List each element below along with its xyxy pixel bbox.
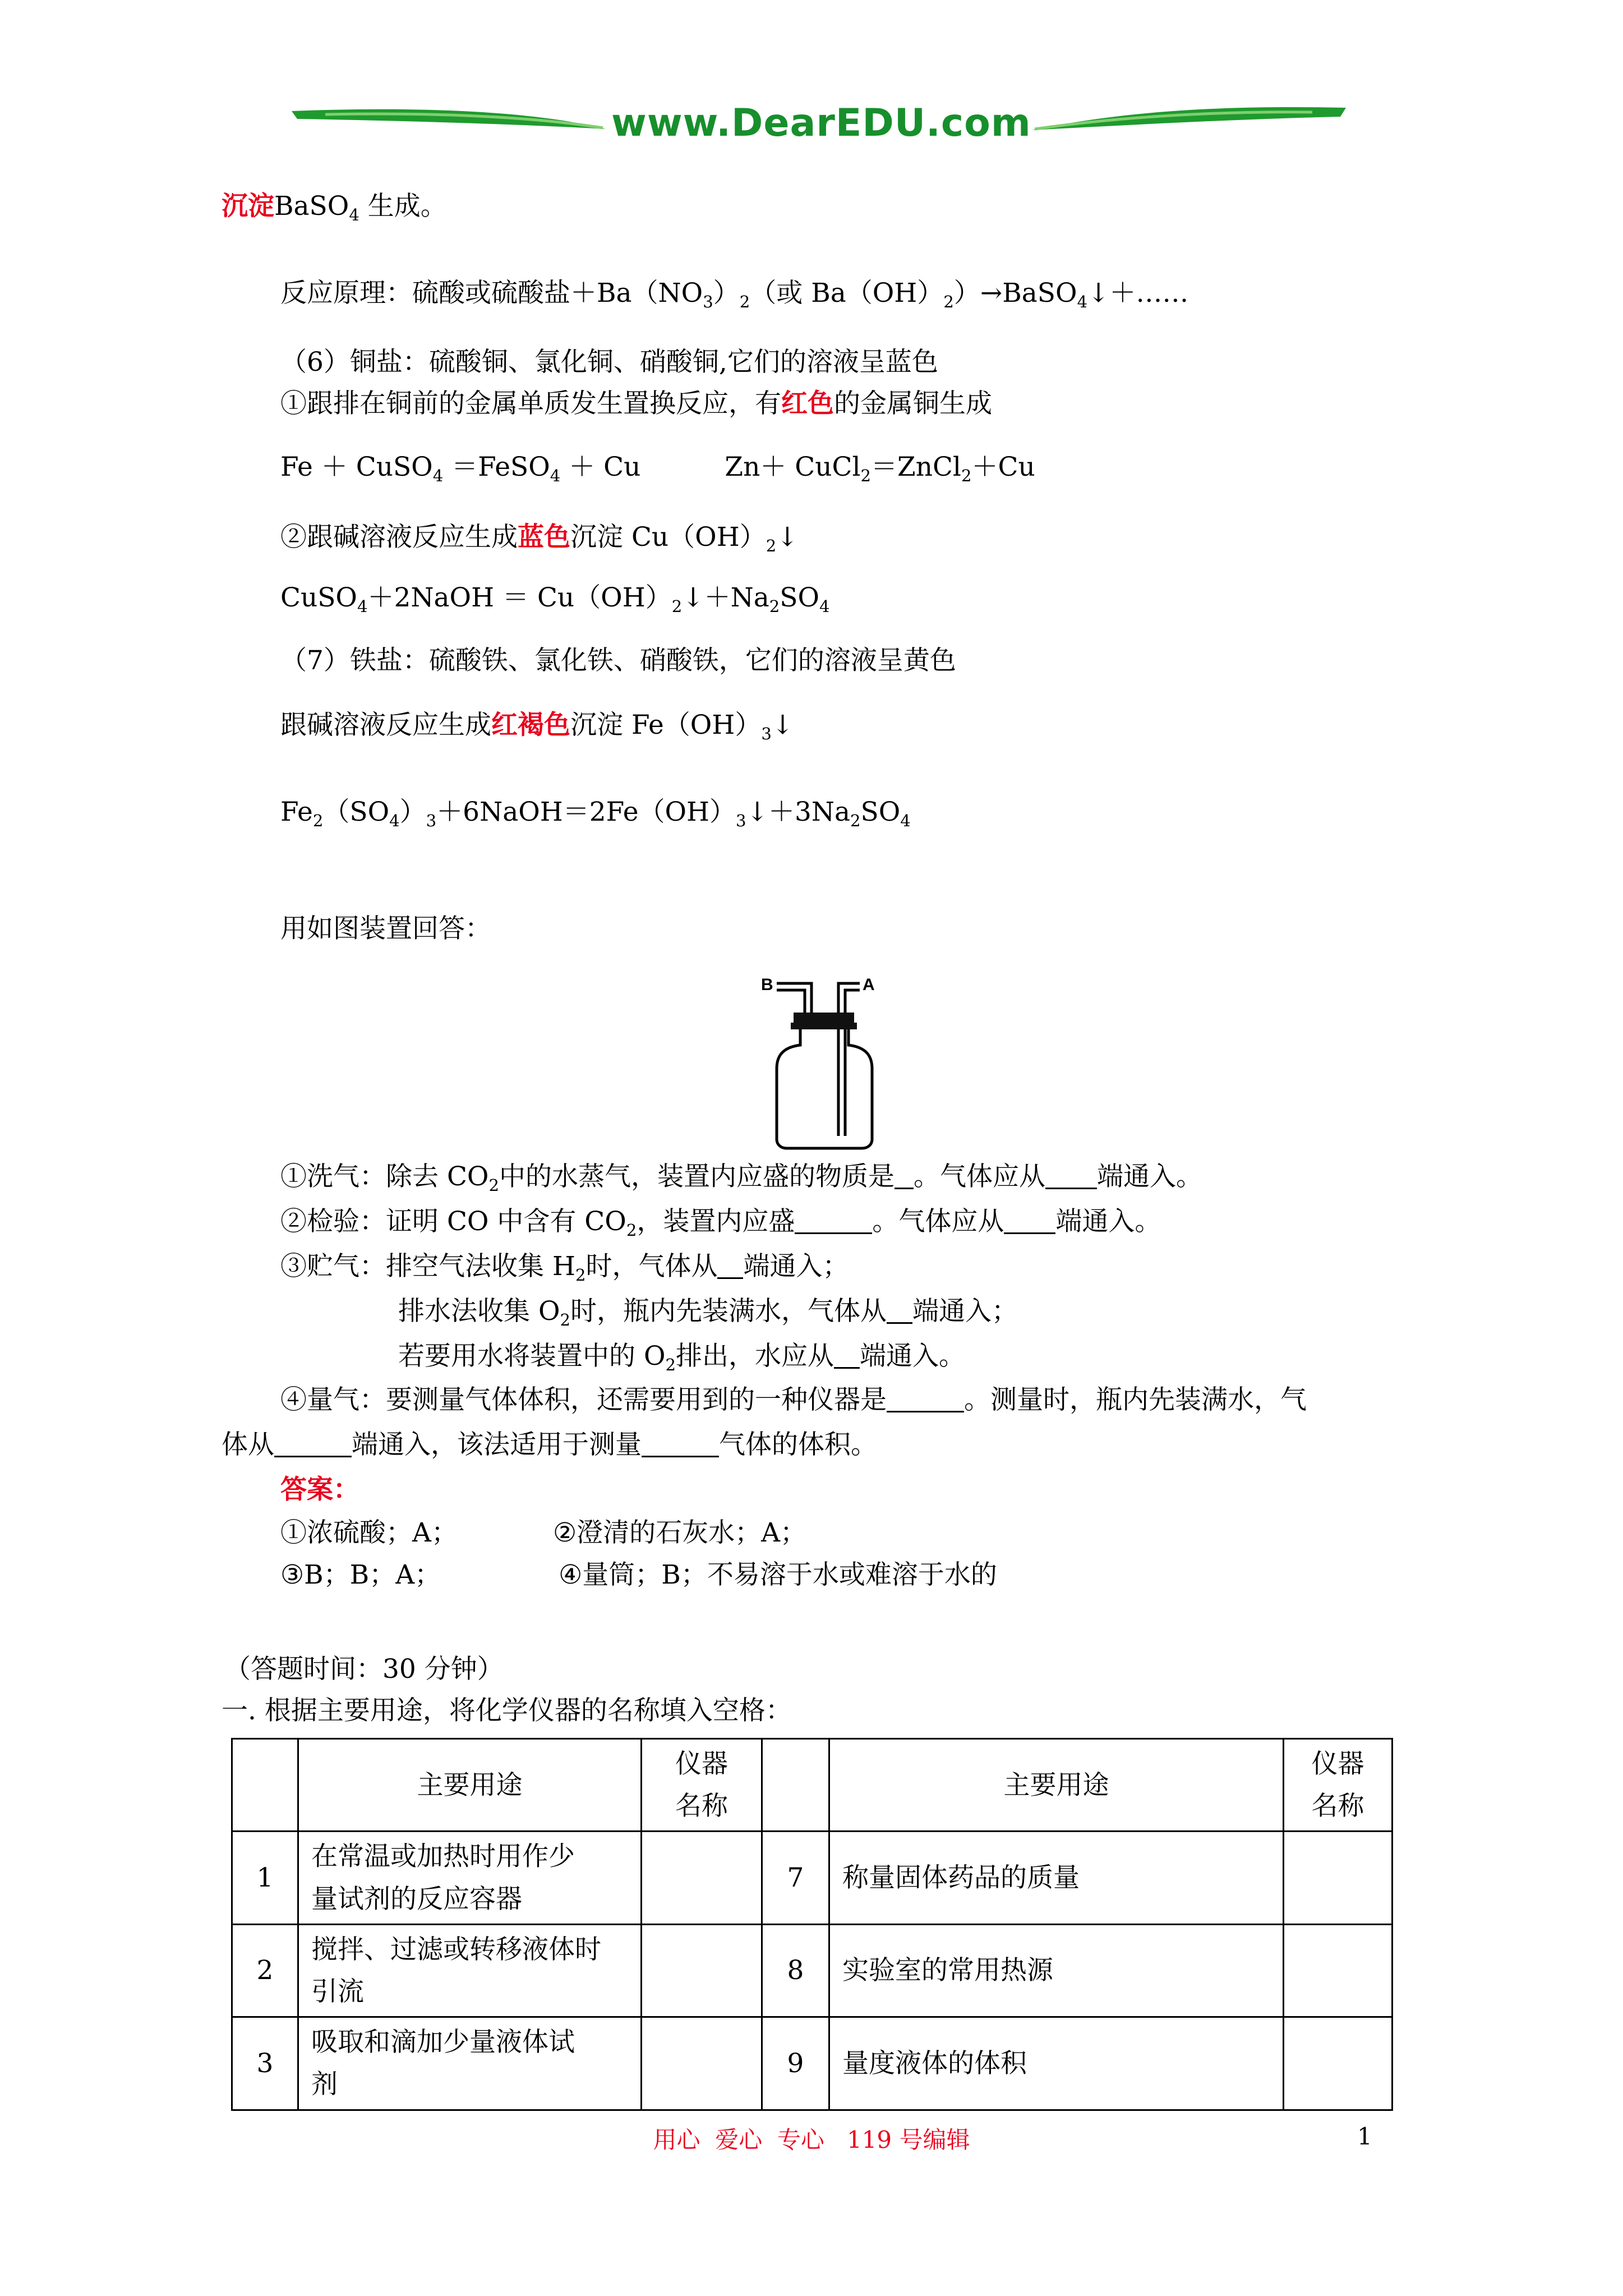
question-line: 体从 端通入，该法适用于测量 气体的体积。 <box>222 1429 877 1460</box>
table-row <box>232 1832 1393 1924</box>
usage-cell: 在常温或加热时用作少 量试剂的反应容器 <box>298 1832 642 1924</box>
row-number: 3 <box>232 2017 298 2110</box>
usage-cell: 搅拌、过滤或转移液体时 引流 <box>298 1924 642 2017</box>
column-header-name: 仪器 名称 <box>642 1739 762 1832</box>
usage-cell: 称量固体药品的质量 <box>829 1832 1284 1924</box>
usage-cell: 量度液体的体积 <box>829 2017 1284 2110</box>
table-header-row <box>232 1739 1393 1832</box>
equation-line: CuSO$_4$＋2NaOH ＝ $Cu(OH)_2↓+Na_2SO_4$ <box>280 582 830 616</box>
answer-line: ③B；B；A； ④量筒；B；不易溶于水或难溶于水的 <box>280 1559 997 1590</box>
time-note: （答题时间：30 分钟） <box>224 1654 504 1685</box>
row-number: 2 <box>232 1924 298 2017</box>
label-b: B <box>761 976 773 994</box>
site-logo: www.DearEDU.com <box>611 101 1031 145</box>
answer-blank <box>834 1341 860 1369</box>
text-line: 沉淀BaSO$_4$ 生成。 <box>222 191 447 225</box>
text-line: （6）铜盐：硫酸铜、氯化铜、硝酸铜,它们的溶液呈蓝色 <box>280 347 938 378</box>
equation-line: $Fe_2(SO_4)_3+6NaOH=2Fe(OH)_3↓+3Na_2SO_4$ <box>280 797 911 831</box>
gas-washing-bottle-figure <box>760 973 889 1153</box>
instrument-name-blank[interactable] <box>642 1832 762 1924</box>
instrument-name-blank[interactable] <box>1284 2017 1393 2110</box>
answer-blank <box>1045 1161 1097 1189</box>
instrument-name-blank[interactable] <box>1284 1924 1393 2017</box>
text-line: （7）铁盐：硫酸铁、氯化铁、硝酸铁，它们的溶液呈黄色 <box>280 645 956 676</box>
text-line: 反应原理：硫酸或硫酸盐$+Ba(NO_3)_2$（或 $Ba(OH)_2)\to BaSO_4↓+\dots\dots$ <box>280 278 1189 312</box>
table-row <box>232 2017 1393 2110</box>
instrument-table <box>231 1738 1393 2111</box>
table-cell <box>232 1739 298 1832</box>
answer-blank <box>895 1161 914 1189</box>
table-cell <box>762 1739 829 1832</box>
answer-blank <box>887 1384 964 1412</box>
question-line: 若要用水将装置中的 $O_2$排出，水应从 端通入。 <box>398 1341 966 1375</box>
usage-cell: 实验室的常用热源 <box>829 1924 1284 2017</box>
equation-line: Fe ＋ CuSO$_4$ ＝FeSO$_4$ ＋ Cu Zn＋ CuCl$_2$＝ZnCl$_2$＋Cu <box>280 452 1035 486</box>
label-a: A <box>863 976 875 994</box>
column-header-name: 仪器 名称 <box>1284 1739 1393 1832</box>
footer-text: 用心 爱心 专心 119 号编辑 <box>653 2126 970 2154</box>
answer-blank <box>274 1429 352 1457</box>
column-header-use: 主要用途 <box>829 1739 1284 1832</box>
question-line: 排水法收集 $O_2$时，瓶内先装满水，气体从 端通入； <box>398 1296 1018 1330</box>
text-line: 跟碱溶液反应生成红褐色沉淀 $Fe(OH)_3↓$ <box>280 710 794 744</box>
column-header-use: 主要用途 <box>298 1739 642 1832</box>
row-number: 9 <box>762 2017 829 2110</box>
question-line: ②检验：证明 CO 中含有 $CO_2$，装置内应盛 。气体应从 端通入。 <box>280 1206 1161 1240</box>
question-line: ④量气：要测量气体体积，还需要用到的一种仪器是 。测量时，瓶内先装满水，气 <box>280 1384 1307 1415</box>
usage-cell: 吸取和滴加少量液体试 剂 <box>298 2017 642 2110</box>
section-heading: 一. 根据主要用途，将化学仪器的名称填入空格： <box>222 1695 792 1726</box>
answer-blank <box>887 1296 912 1324</box>
answer-blank <box>642 1429 719 1457</box>
question-line: ③贮气：排空气法收集 $H_2$时，气体从 端通入； <box>280 1251 849 1285</box>
answer-blank <box>1004 1206 1055 1234</box>
row-number: 1 <box>232 1832 298 1924</box>
row-number: 7 <box>762 1832 829 1924</box>
instrument-name-blank[interactable] <box>1284 1832 1393 1924</box>
answer-blank <box>795 1206 872 1234</box>
answer-line: ①浓硫酸；A； ②澄清的石灰水；A； <box>280 1517 807 1548</box>
answer-blank <box>717 1251 743 1279</box>
table-row <box>232 1924 1393 2017</box>
text-line: ②跟碱溶液反应生成蓝色沉淀 $Cu(OH)_2↓$ <box>280 522 799 556</box>
text-line: 用如图装置回答： <box>280 913 491 944</box>
question-line: ①洗气：除去 $CO_2$中的水蒸气，装置内应盛的物质是 。气体应从 端通入。 <box>280 1161 1202 1195</box>
instrument-name-blank[interactable] <box>642 1924 762 2017</box>
instrument-name-blank[interactable] <box>642 2017 762 2110</box>
text-line: ①跟排在铜前的金属单质发生置换反应，有红色的金属铜生成 <box>280 388 992 419</box>
page-number: 1 <box>1357 2123 1372 2150</box>
answer-label: 答案： <box>280 1474 359 1505</box>
row-number: 8 <box>762 1924 829 2017</box>
